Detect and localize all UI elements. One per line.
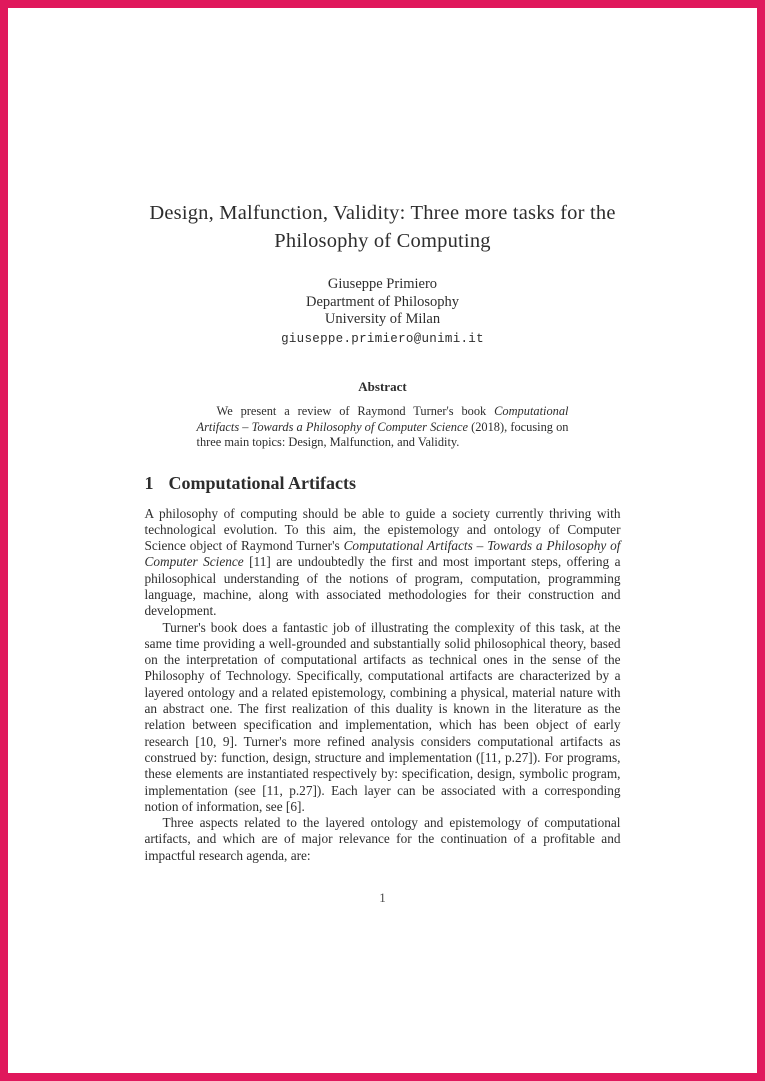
paragraph-1-text-segment: A philosophy of computing should be able to guide a society currently thriving with technological evolution. To this aim, the epistemology and ontology of Computer Science object of Raymond Turner's — [144, 505, 621, 554]
paragraph-1-book-title-italic: Computational Artifacts – Towards a Philosophy of Computer Science — [144, 538, 621, 570]
paper-page — [8, 8, 757, 1073]
abstract-text-segment: (2018), focusing on three main topics: Design, Malfunction, and Validity. — [196, 419, 569, 449]
page-number: 1 — [379, 890, 386, 905]
section-title: Computational Artifacts — [168, 472, 356, 493]
abstract-section — [145, 379, 621, 451]
author-email: giuseppe.primiero@unimi.it — [281, 331, 484, 346]
author-university: University of Milan — [324, 311, 441, 327]
text-column — [145, 199, 621, 864]
paragraph-1 — [145, 506, 621, 620]
author-department: Department of Philosophy — [305, 293, 460, 310]
paper-title: Design, Malfunction, Validity: Three more tasks for the Philosophy of Computing — [149, 202, 616, 252]
paragraph-3: Three aspects related to the layered ontology and epistemology of computational artifacts, and which are of major relevance for the continuation of a profitable and impactful research agenda, are: — [144, 815, 621, 863]
abstract-text-segment: We present a review of Raymond Turner's book — [216, 404, 495, 418]
author-name: Giuseppe Primiero — [327, 276, 438, 292]
paragraph-2: Turner's book does a fantastic job of illustrating the complexity of this task, at the same time providing a well-grounded and substantially solid philosophical theory, based on the interpretation of computational artifacts as technical ones in the sense of the Philosophy of Technology. Specifically, computational artifacts are characterized by a layered ontology and a related epistemology, combining a physical, material nature with an abstract one. The first realization of this duality is known in the literature as the relation between specification and implementation, which has been object of early research [10, 9]. Turner's more refined analysis considers computational artifacts as construed by: function, design, structure and implementation ([11, p.27]). For programs, these elements are instantiated respectively by: specification, design, symbolic program, implementation (see [11, p.27]). Each layer can be associated with a corresponding notion of information, see [6]. — [144, 619, 621, 814]
abstract-heading: Abstract — [358, 379, 407, 394]
abstract-book-title-italic: Computational Artifacts – Towards a Philosophy of Computer Science — [196, 404, 569, 434]
abstract-text — [197, 404, 569, 451]
author-block — [145, 276, 621, 348]
section-number: 1 — [144, 472, 154, 493]
section-heading — [145, 471, 621, 495]
paragraph-1-text-segment: [11] are undoubtedly the first and most important steps, offering a philosophical understanding of the notions of program, computation, programming language, machine, along with associated methodologies for their construction and development. — [144, 554, 621, 619]
